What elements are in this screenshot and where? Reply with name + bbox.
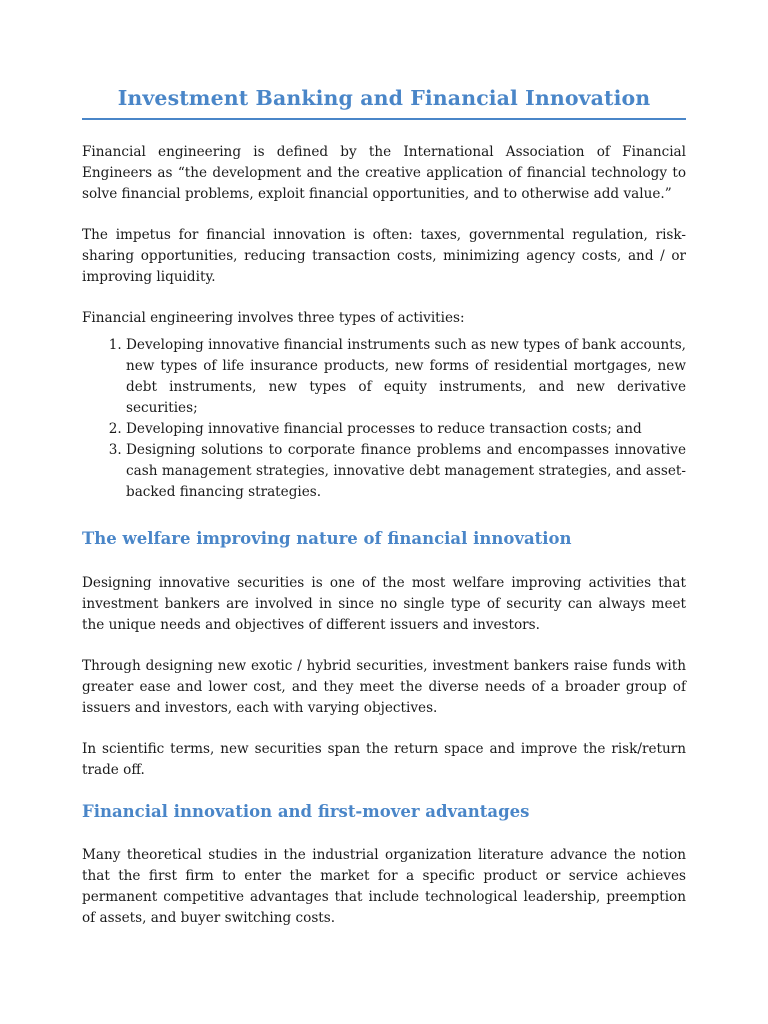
paragraph-activities-intro: Financial engineering involves three types of activities: [82, 310, 465, 326]
paragraph-first-mover-1: Many theoretical studies in the industrial organization literature advance the notion that the first firm to enter the market for a specific product or service achieves permanent competitive advantages that include technological leadership, preemption of assets, and buyer switching costs. [82, 847, 686, 926]
list-item: 1. Developing innovative financial instruments such as new types of bank accounts, new types of life insurance products, new forms of residential mortgages, new debt instruments, new types of equity instruments, and new derivative securities; [126, 335, 686, 419]
section-heading-welfare: The welfare improving nature of financial innovation [82, 529, 572, 548]
paragraph-welfare-3: In scientific terms, new securities span the return space and improve the risk/return trade off. [82, 741, 686, 778]
section-heading-first-mover: Financial innovation and first-mover advantages [82, 802, 530, 821]
activities-list [82, 335, 686, 503]
list-item: 2. Developing innovative financial processes to reduce transaction costs; and [126, 419, 686, 440]
title-underline-divider [82, 118, 686, 120]
paragraph-welfare-1: Designing innovative securities is one of the most welfare improving activities that investment bankers are involved in since no single type of security can always meet the unique needs and objectives of different issuers and investors. [82, 575, 686, 633]
paragraph-definition: Financial engineering is defined by the International Association of Financial Engineers as “the development and the creative application of financial technology to solve financial problems, exploit financial opportunities, and to otherwise add value.” [82, 144, 686, 202]
paragraph-impetus: The impetus for financial innovation is often: taxes, governmental regulation, risk-sharing opportunities, reducing transaction costs, minimizing agency costs, and / or improving liquidity. [82, 227, 686, 285]
document-title: Investment Banking and Financial Innovation [117, 86, 651, 110]
paragraph-welfare-2: Through designing new exotic / hybrid securities, investment bankers raise funds with greater ease and lower cost, and they meet the diverse needs of a broader group of issuers and investors, each with varying objectives. [82, 658, 686, 716]
list-item: 3. Designing solutions to corporate finance problems and encompasses innovative cash management strategies, innovative debt management strategies, and asset-backed financing strategies. [126, 440, 686, 503]
